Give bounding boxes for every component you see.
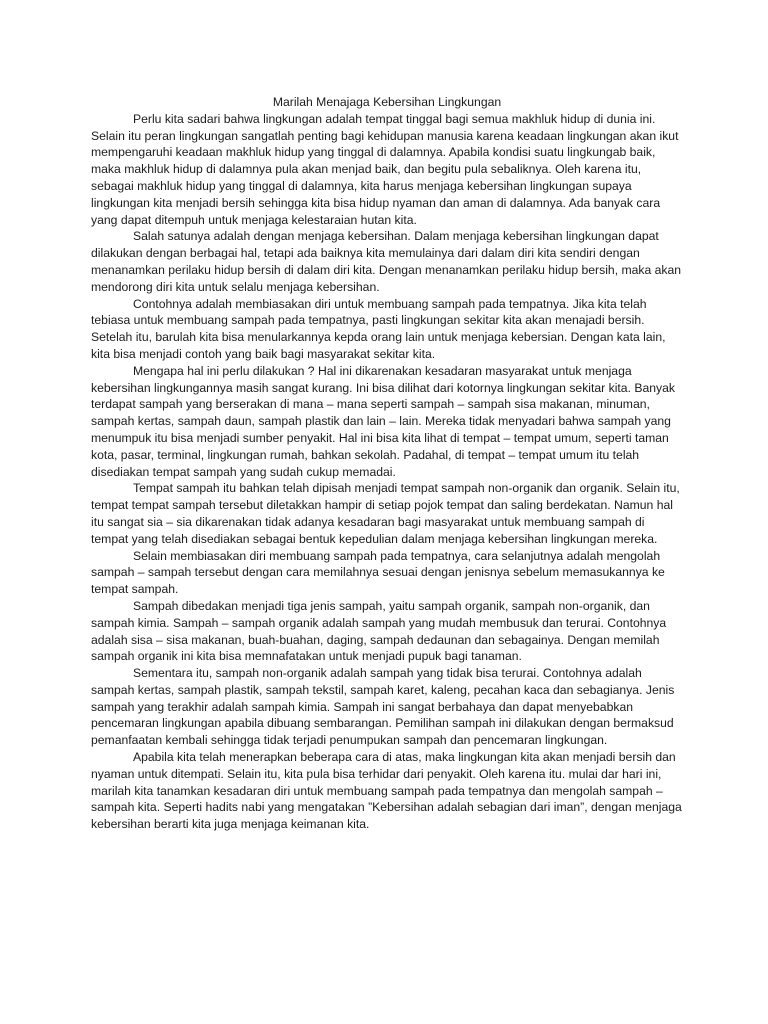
paragraph: Salah satunya adalah dengan menjaga kebersihan. Dalam menjaga kebersihan lingkungan dapat dilakukan dengan berbagai hal, tetapi ada baiknya kita memulainya dari dalam diri kita sendiri dengan menanamkan perilaku hidup bersih di dalam diri kita. Dengan menanamkan perilaku hidup bersih, maka akan mendorong diri kita untuk selalu menjaga kebersihan. bbox=[91, 229, 682, 294]
paragraph: Contohnya adalah membiasakan diri untuk membuang sampah pada tempatnya. Jika kita telah tebiasa untuk membuang sampah pada tempatnya, pasti lingkungan sekitar kita akan menajadi bersih. Setelah itu, barulah kita bisa menularkannya kepda orang lain untuk menjaga kebersian. Dengan kata lain, kita bisa menjadi contoh yang baik bagi masyarakat sekitar kita. bbox=[91, 296, 666, 361]
paragraph: Sampah dibedakan menjadi tiga jenis sampah, yaitu sampah organik, sampah non-organik, dan sampah kimia. Sampah – sampah organik adalah sampah yang mudah membusuk dan terurai. Contohnya adalah sisa – sisa makanan, buah-buahan, daging, sampah dedaunan dan sebagainya. Dengan memilah sampah organik ini kita bisa memnafatakan untuk menjadi pupuk bagi tanaman. bbox=[91, 598, 667, 664]
document-title: Marilah Menajaga Kebersihan Lingkungan bbox=[272, 95, 502, 109]
paragraph: Tempat sampah itu bahkan telah dipisah menjadi tempat sampah non-organik dan organik. Selain itu, tempat tempat sampah tersebut diletakkan hampir di setiap pojok tempat dan saling berdekatan. Namun hal itu sangat sia – sia dikarenakan tidak adanya kesadaran bagi masyarakat untuk membuang sampah di tempat yang telah disediakan sebagai bentuk kepedulian dalam menjaga kebersihan lingkungan mereka. bbox=[91, 481, 680, 546]
document-body bbox=[91, 94, 683, 833]
paragraph: Sementara itu, sampah non-organik adalah sampah yang tidak bisa terurai. Contohnya adalah sampah kertas, sampah plastik, sampah tekstil, sampah karet, kaleng, pecahan kaca dan sebagianya. Jenis sampah yang terakhir adalah sampah kimia. Sampah ini sangat berbahaya dan dapat menyebabkan pencemaran lingkungan apabila dibuang sembarangan. Pemilihan sampah ini dilakukan dengan bermaksud pemanfaatan kembali sehingga tidak terjadi penumpukan sampah dan pencemaran lingkungan. bbox=[91, 666, 675, 748]
paragraph: Selain membiasakan diri membuang sampah pada tempatnya, cara selanjutnya adalah mengolah sampah – sampah tersebut dengan cara memilahnya sesuai dengan jenisnya sebelum memasukannya ke tempat sampah. bbox=[91, 548, 665, 597]
paragraph: Apabila kita telah menerapkan beberapa cara di atas, maka lingkungan kita akan menjadi bersih dan nyaman untuk ditempati. Selain itu, kita pula bisa terhidar dari penyakit. Oleh karena itu. mulai dar hari ini, marilah kita tanamkan kesadaran diri untuk membuang sampah pada tempatnya dan mengolah sampah – sampah kita. Seperti hadits nabi yang mengatakan ”Kebersihan adalah sebagian dari iman”, dengan menjaga kebersihan berarti kita juga menjaga keimanan kita. bbox=[91, 750, 682, 832]
paragraph: Mengapa hal ini perlu dilakukan ? Hal ini dikarenakan kesadaran masyarakat untuk menjaga kebersihan lingkungannya masih sangat kurang. Ini bisa dilihat dari kotornya lingkungan sekitar kita. Banyak terdapat sampah yang berserakan di mana – mana seperti sampah – sampah sisa makanan, minuman, sampah kertas, sampah daun, sampah plastik dan lain – lain. Mereka tidak menyadari bahwa sampah yang menumpuk itu bisa menjadi sumber penyakit. Hal ini bisa kita lihat di tempat – tempat umum, seperti taman kota, pasar, terminal, lingkungan rumah, bahkan sekolah. Padahal, di tempat – tempat umum itu telah disediakan tempat sampah yang sudah cukup memadai. bbox=[91, 363, 675, 479]
paragraph: Perlu kita sadari bahwa lingkungan adalah tempat tinggal bagi semua makhluk hidup di dunia ini. Selain itu peran lingkungan sangatlah penting bagi kehidupan manusia karena keadaan lingkungan akan ikut mempengaruhi keadaan makhluk hidup yang tinggal di dalamnya. Apabila kondisi suatu lingkungab baik, maka makhluk hidup di dalamnya pula akan menjad baik, dan begitu pula sebaliknya. Oleh karena itu, sebagai makhluk hidup yang tinggal di dalamnya, kita harus menjaga kebersihan lingkungan supaya lingkungan kita menjadi bersih sehingga kita bisa hidup nyaman dan aman di dalamnya. Ada banyak cara yang dapat ditempuh untuk menjaga kelestaraian hutan kita. bbox=[91, 111, 679, 227]
